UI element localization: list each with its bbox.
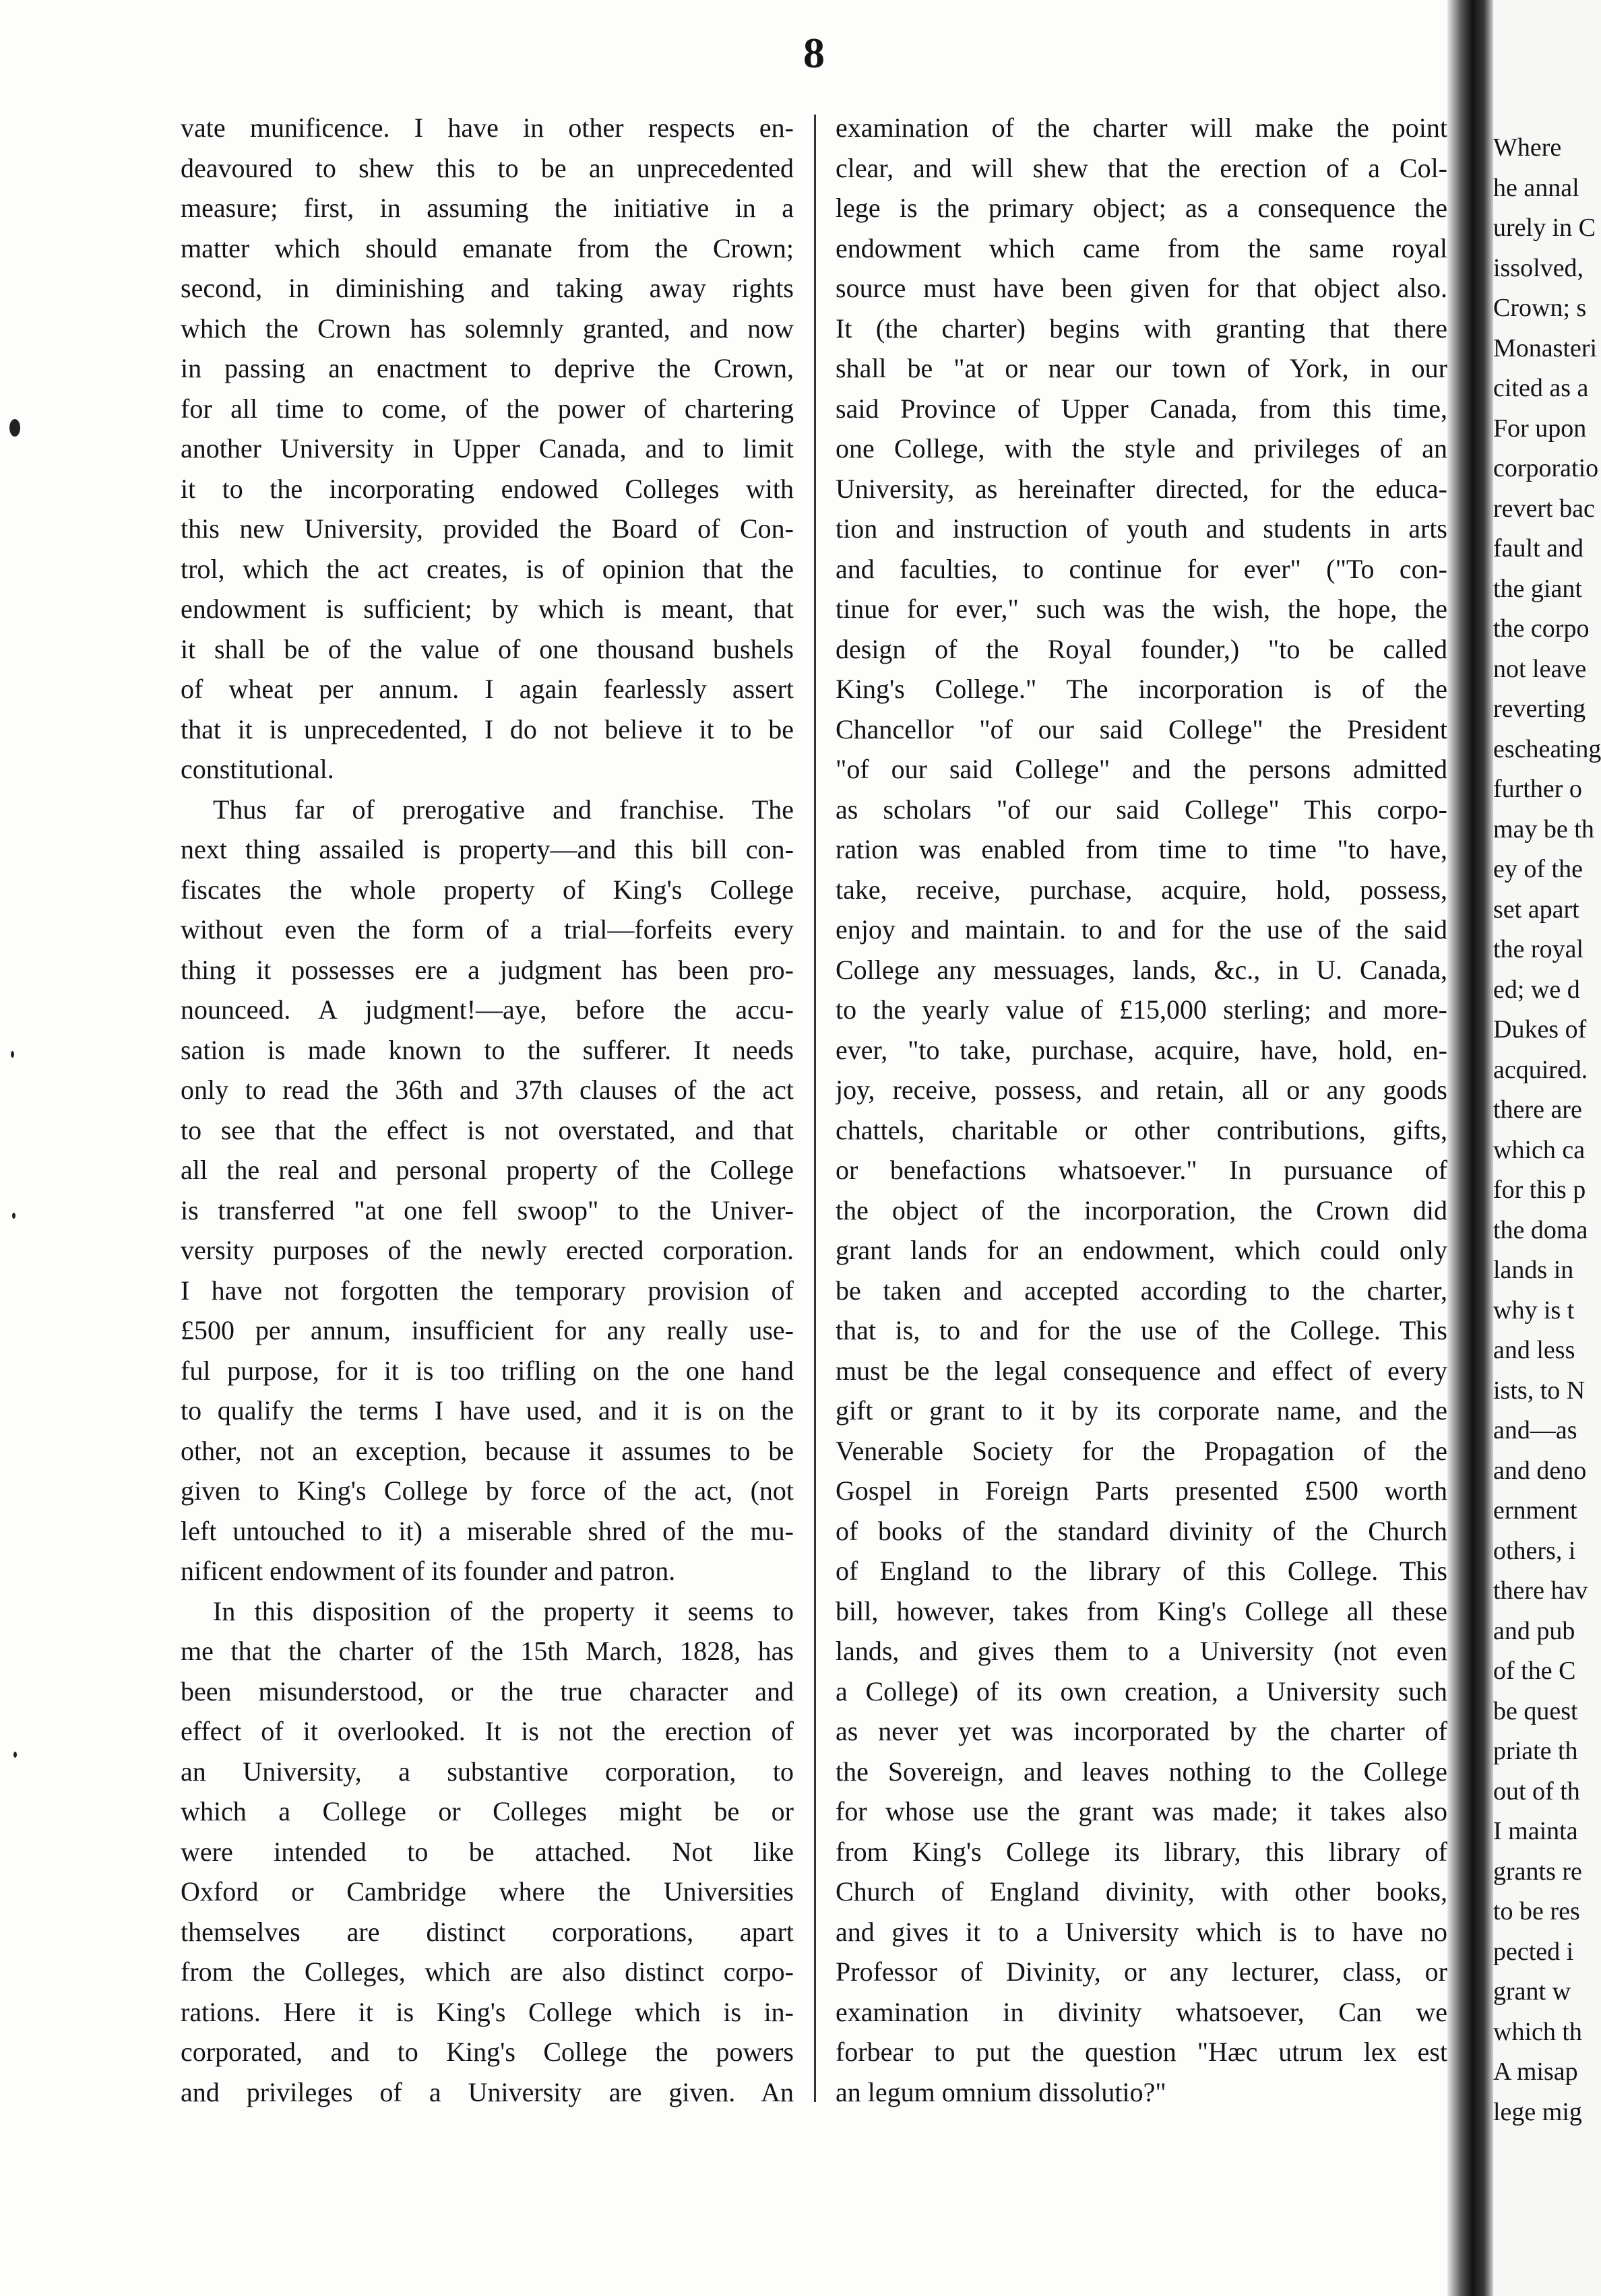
facing-page-line: urely in C <box>1493 214 1596 242</box>
text-line: sation is made known to the sufferer. It needs <box>181 1034 794 1065</box>
text-line: left untouched to it) a miserable shred of the mu- <box>181 1515 794 1546</box>
text-line: given to King's College by force of the act, (not <box>181 1475 794 1506</box>
text-line: matter which should emanate from the Crown; <box>181 232 794 263</box>
facing-page-line: Where <box>1493 133 1562 162</box>
facing-page-line: lege mig <box>1493 2097 1582 2126</box>
facing-page-line: further o <box>1493 775 1582 803</box>
ink-speck <box>9 419 20 437</box>
text-line: ration was enabled from time to time "to have, <box>836 834 1447 864</box>
text-line: another University in Upper Canada, and to limit <box>181 433 794 464</box>
text-line: in passing an enactment to deprive the Crown, <box>181 353 794 383</box>
facing-page-line: A misap <box>1493 2058 1578 2086</box>
facing-page-line: others, i <box>1493 1536 1576 1565</box>
text-line: an legum omnium dissolutio?" <box>836 2076 1166 2107</box>
text-line: to see that the effect is not overstated, and that <box>181 1114 794 1145</box>
text-line: £500 per annum, insufficient for any really use- <box>181 1315 794 1345</box>
text-line: all the real and personal property of the College <box>181 1155 794 1185</box>
facing-page-line: to be res <box>1493 1897 1580 1925</box>
text-line: a College) of its own creation, a University such <box>836 1676 1447 1707</box>
text-line: gift or grant to it by its corporate name, and the <box>836 1395 1447 1426</box>
text-line: tinue for ever," such was the wish, the hope, the <box>836 594 1447 624</box>
facing-page-line: and deno <box>1493 1456 1587 1485</box>
facing-page-line: he annal <box>1493 173 1579 202</box>
text-line: I have not forgotten the temporary provision of <box>181 1275 794 1306</box>
facing-page-line: the doma <box>1493 1215 1588 1244</box>
ink-speck <box>11 1051 14 1058</box>
text-line: themselves are distinct corporations, apart <box>181 1916 794 1947</box>
text-line: University, as hereinafter directed, for the educa- <box>836 473 1447 504</box>
text-line: lands, and gives them to a University (not even <box>836 1636 1447 1666</box>
text-line: constitutional. <box>181 754 334 784</box>
text-line: and privileges of a University are given. An <box>181 2076 794 2107</box>
text-line: versity purposes of the newly erected corporation. <box>181 1235 794 1265</box>
text-line: Church of England divinity, with other books, <box>836 1876 1447 1907</box>
text-line: said Province of Upper Canada, from this time, <box>836 393 1447 424</box>
text-line: it to the incorporating endowed Colleges with <box>181 473 794 504</box>
facing-page-line: of the C <box>1493 1657 1576 1685</box>
facing-page-line: not leave <box>1493 654 1587 683</box>
text-line: endowment which came from the same royal <box>836 232 1447 263</box>
text-line: design of the Royal founder,) "to be called <box>836 633 1447 664</box>
facing-page-line: pected i <box>1493 1937 1574 1966</box>
text-line: me that the charter of the 15th March, 1828, has <box>181 1636 794 1666</box>
text-line: to the yearly value of £15,000 sterling; and more- <box>836 994 1447 1025</box>
facing-page-line: I mainta <box>1493 1817 1578 1845</box>
text-line: ful purpose, for it is too trifling on the one hand <box>181 1355 794 1386</box>
text-line: for all time to come, of the power of chartering <box>181 393 794 424</box>
facing-page-line: for this p <box>1493 1176 1586 1204</box>
facing-page-line: which th <box>1493 2017 1582 2046</box>
facing-page-line: escheating <box>1493 734 1601 763</box>
facing-page-line: grants re <box>1493 1857 1582 1886</box>
text-line: It (the charter) begins with granting that there <box>836 313 1447 344</box>
text-line: joy, receive, possess, and retain, all or any goods <box>836 1075 1447 1105</box>
text-line: deavoured to shew this to be an unprecedented <box>181 152 794 183</box>
text-line: of England to the library of this College. This <box>836 1556 1447 1586</box>
text-line: as scholars "of our said College" This corpo- <box>836 794 1447 825</box>
text-line: vate munificence. I have in other respects en- <box>181 113 794 143</box>
text-line: it shall be of the value of one thousand bushels <box>181 633 794 664</box>
text-line: bill, however, takes from King's College all these <box>836 1595 1447 1626</box>
text-line: clear, and will shew that the erection of a Col- <box>836 152 1447 183</box>
text-line: tion and instruction of youth and students in arts <box>836 513 1447 544</box>
text-line: shall be "at or near our town of York, in our <box>836 353 1447 383</box>
facing-page-line: be quest <box>1493 1696 1578 1725</box>
facing-page-line: priate th <box>1493 1737 1578 1765</box>
text-line: the object of the incorporation, the Crown did <box>836 1194 1447 1225</box>
facing-page-line: why is t <box>1493 1296 1575 1325</box>
text-line: for whose use the grant was made; it takes also <box>836 1796 1447 1826</box>
text-line: were intended to be attached. Not like <box>181 1836 794 1867</box>
text-line: effect of it overlooked. It is not the erection of <box>181 1716 794 1746</box>
facing-page-line: lands in <box>1493 1256 1574 1284</box>
text-line: of wheat per annum. I again fearlessly assert <box>181 674 794 704</box>
text-line: trol, which the act creates, is of opinion that the <box>181 553 794 584</box>
text-line: an University, a substantive corporation, to <box>181 1756 794 1787</box>
right-text-column <box>836 108 1447 2264</box>
text-line: examination of the charter will make the point <box>836 113 1447 143</box>
text-line: that it is unprecedented, I do not believe it to be <box>181 713 794 744</box>
ink-speck <box>12 1213 15 1219</box>
facing-page-line: the royal <box>1493 935 1584 963</box>
text-line: which the Crown has solemnly granted, and now <box>181 313 794 344</box>
facing-page-line: Monasteri <box>1493 333 1598 362</box>
facing-page-line: there hav <box>1493 1576 1588 1605</box>
text-line: In this disposition of the property it seems to <box>213 1595 794 1626</box>
facing-page-line: ed; we d <box>1493 975 1580 1004</box>
facing-page-line: ists, to N <box>1493 1376 1586 1405</box>
text-line: fiscates the whole property of King's College <box>181 874 794 905</box>
text-line: take, receive, purchase, acquire, hold, possess, <box>836 874 1447 905</box>
text-line: next thing assailed is property—and this bill con- <box>181 834 794 864</box>
text-line: Chancellor "of our said College" the President <box>836 713 1447 744</box>
text-line: corporated, and to King's College the powers <box>181 2037 794 2067</box>
text-line: other, not an exception, because it assumes to be <box>181 1435 794 1466</box>
text-line: from King's College its library, this library of <box>836 1836 1447 1867</box>
text-line: must be the legal consequence and effect of every <box>836 1355 1447 1386</box>
facing-page-line: issolved, <box>1493 253 1584 282</box>
facing-page-line: grant w <box>1493 1977 1571 2006</box>
facing-page-line: fault and <box>1493 534 1584 563</box>
text-line: grant lands for an endowment, which could only <box>836 1235 1447 1265</box>
page-number: 8 <box>803 29 825 77</box>
facing-page-line: Dukes of <box>1493 1015 1587 1044</box>
text-line: measure; first, in assuming the initiative in a <box>181 193 794 223</box>
text-line: source must have been given for that object also. <box>836 273 1447 303</box>
facing-page-line: and—as <box>1493 1416 1577 1444</box>
text-line: of books of the standard divinity of the Church <box>836 1515 1447 1546</box>
facing-page-line: and pub <box>1493 1616 1575 1645</box>
text-line: or benefactions whatsoever." In pursuance of <box>836 1155 1447 1185</box>
text-line: from the Colleges, which are also distinct corpo- <box>181 1956 794 1987</box>
text-line: to qualify the terms I have used, and it is on the <box>181 1395 794 1426</box>
text-line: been misunderstood, or the true character and <box>181 1676 794 1707</box>
text-line: which a College or Colleges might be or <box>181 1796 794 1826</box>
text-line: without even the form of a trial—forfeits every <box>181 914 794 945</box>
facing-page-line: set apart <box>1493 895 1579 924</box>
facing-page-line: cited as a <box>1493 374 1589 402</box>
facing-page-line: Crown; s <box>1493 294 1587 322</box>
text-line: forbear to put the question "Hæc utrum lex est <box>836 2037 1447 2067</box>
text-line: this new University, provided the Board of Con- <box>181 513 794 544</box>
facing-page-line: acquired. <box>1493 1055 1588 1084</box>
text-line: only to read the 36th and 37th clauses of the act <box>181 1075 794 1105</box>
text-line: nounceed. A judgment!—aye, before the accu- <box>181 994 794 1025</box>
text-line: as never yet was incorporated by the charter of <box>836 1716 1447 1746</box>
facing-page-line: reverting <box>1493 695 1586 723</box>
facing-page-line: ernment <box>1493 1496 1577 1525</box>
facing-page-line: revert bac <box>1493 494 1595 523</box>
facing-page-line: out of th <box>1493 1777 1580 1806</box>
facing-page-line: corporatio <box>1493 454 1599 482</box>
ink-speck <box>13 1752 17 1758</box>
text-line: be taken and accepted according to the charter, <box>836 1275 1447 1306</box>
text-line: endowment is sufficient; by which is meant, that <box>181 594 794 624</box>
text-line: the Sovereign, and leaves nothing to the College <box>836 1756 1447 1787</box>
book-gutter-shadow <box>1447 0 1493 2296</box>
text-line: second, in diminishing and taking away rights <box>181 273 794 303</box>
text-line: King's College." The incorporation is of the <box>836 674 1447 704</box>
facing-page-line: which ca <box>1493 1135 1586 1164</box>
facing-page-line: and less <box>1493 1336 1575 1364</box>
text-line: rations. Here it is King's College which is in- <box>181 1996 794 2027</box>
facing-page-line: there are <box>1493 1095 1582 1124</box>
text-line: one College, with the style and privileges of an <box>836 433 1447 464</box>
column-divider <box>814 115 816 2102</box>
text-line: that is, to and for the use of the College. This <box>836 1315 1447 1345</box>
facing-page-line: the giant <box>1493 574 1582 603</box>
text-line: nificent endowment of its founder and patron. <box>181 1556 676 1586</box>
text-line: thing it possesses ere a judgment has been pro- <box>181 954 794 985</box>
text-line: enjoy and maintain. to and for the use of the said <box>836 914 1447 945</box>
text-line: Gospel in Foreign Parts presented £500 worth <box>836 1475 1447 1506</box>
text-line: examination in divinity whatsoever, Can we <box>836 1996 1447 2027</box>
text-line: chattels, charitable or other contributions, gifts, <box>836 1114 1447 1145</box>
text-line: Thus far of prerogative and franchise. The <box>213 794 794 825</box>
facing-page-line: ey of the <box>1493 855 1583 883</box>
text-line: "of our said College" and the persons admitted <box>836 754 1447 784</box>
text-line: Venerable Society for the Propagation of the <box>836 1435 1447 1466</box>
text-line: and gives it to a University which is to have no <box>836 1916 1447 1947</box>
facing-page-line: may be th <box>1493 815 1594 843</box>
left-text-column <box>181 108 794 2264</box>
facing-page-line: For upon <box>1493 414 1587 443</box>
text-line: Professor of Divinity, or any lecturer, class, or <box>836 1956 1447 1987</box>
text-line: Oxford or Cambridge where the Universities <box>181 1876 794 1907</box>
text-line: and faculties, to continue for ever" ("To con- <box>836 553 1447 584</box>
text-line: is transferred "at one fell swoop" to the Univer- <box>181 1194 794 1225</box>
facing-page-line: the corpo <box>1493 614 1590 643</box>
facing-page-text-fragments <box>1493 128 1601 2132</box>
text-line: College any messuages, lands, &c., in U. Canada, <box>836 954 1447 985</box>
text-line: lege is the primary object; as a consequence the <box>836 193 1447 223</box>
text-line: ever, "to take, purchase, acquire, have, hold, en- <box>836 1034 1447 1065</box>
